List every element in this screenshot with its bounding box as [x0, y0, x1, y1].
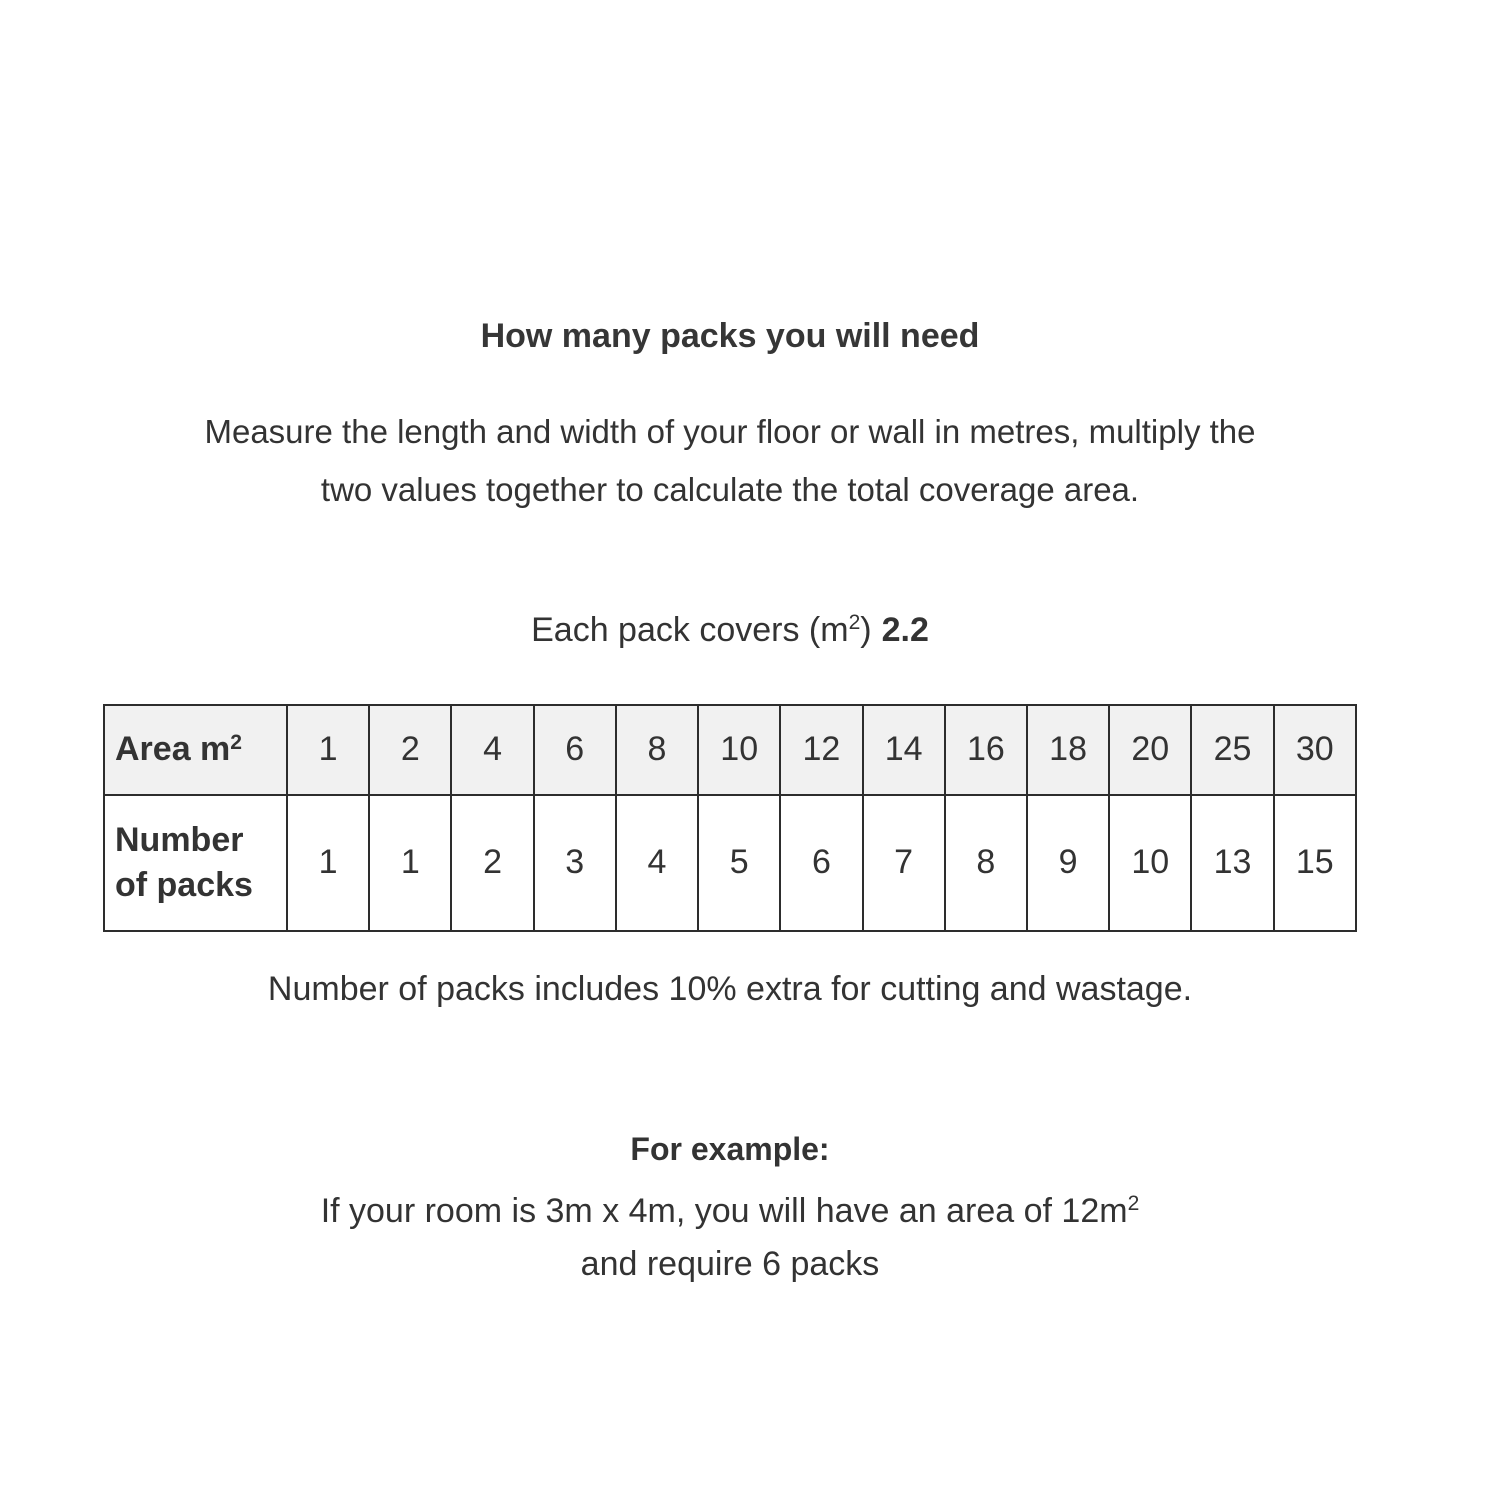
example-line-1-superscript: 2 — [1127, 1192, 1140, 1216]
intro-line-2: two values together to calculate the total coverage area. — [320, 470, 1140, 508]
packs-cell: 6 — [780, 795, 862, 931]
intro-text — [0, 403, 1460, 519]
packs-row-label-line-2: of packs — [115, 865, 253, 904]
example-section — [0, 1131, 1460, 1284]
packs-row-label-line-1: Number — [115, 820, 244, 859]
packs-cell: 15 — [1274, 795, 1356, 931]
coverage-prefix: Each pack covers (m — [531, 610, 849, 649]
area-cell: 30 — [1274, 705, 1356, 795]
example-heading: For example: — [630, 1130, 830, 1167]
area-cell: 12 — [780, 705, 862, 795]
area-cell: 2 — [369, 705, 451, 795]
packs-cell: 10 — [1109, 795, 1191, 931]
area-cell: 25 — [1191, 705, 1273, 795]
area-cell: 18 — [1027, 705, 1109, 795]
coverage-line — [0, 611, 1460, 650]
area-cell: 6 — [534, 705, 616, 795]
packs-row-label — [104, 795, 287, 931]
packs-cell: 9 — [1027, 795, 1109, 931]
coverage-value: 2.2 — [881, 610, 929, 649]
packs-cell: 3 — [534, 795, 616, 931]
packs-cell: 8 — [945, 795, 1027, 931]
area-row-label — [104, 705, 287, 795]
area-cell: 20 — [1109, 705, 1191, 795]
packs-cell: 5 — [698, 795, 780, 931]
coverage-suffix: ) — [860, 610, 872, 649]
table-row-area — [104, 705, 1356, 795]
packs-cell: 7 — [863, 795, 945, 931]
packs-cell: 2 — [451, 795, 533, 931]
area-row-label-superscript: 2 — [230, 730, 243, 754]
area-cell: 10 — [698, 705, 780, 795]
packs-cell: 1 — [287, 795, 369, 931]
example-line-2: and require 6 packs — [580, 1244, 880, 1283]
page-title: How many packs you will need — [480, 317, 980, 355]
area-cell: 16 — [945, 705, 1027, 795]
example-line-1 — [0, 1192, 1460, 1231]
area-row-label-text: Area m — [115, 730, 231, 769]
example-line-1-text: If your room is 3m x 4m, you will have an area of 12m — [320, 1191, 1128, 1230]
packs-table — [103, 704, 1357, 932]
packs-cell: 1 — [369, 795, 451, 931]
packs-cell: 13 — [1191, 795, 1273, 931]
area-cell: 8 — [616, 705, 698, 795]
intro-line-1: Measure the length and width of your floor or wall in metres, multiply the — [204, 412, 1256, 450]
area-cell: 14 — [863, 705, 945, 795]
coverage-superscript: 2 — [848, 611, 861, 635]
wastage-note: Number of packs includes 10% extra for cutting and wastage. — [267, 969, 1193, 1008]
table-row-packs — [104, 795, 1356, 931]
packs-cell: 4 — [616, 795, 698, 931]
area-cell: 1 — [287, 705, 369, 795]
area-cell: 4 — [451, 705, 533, 795]
